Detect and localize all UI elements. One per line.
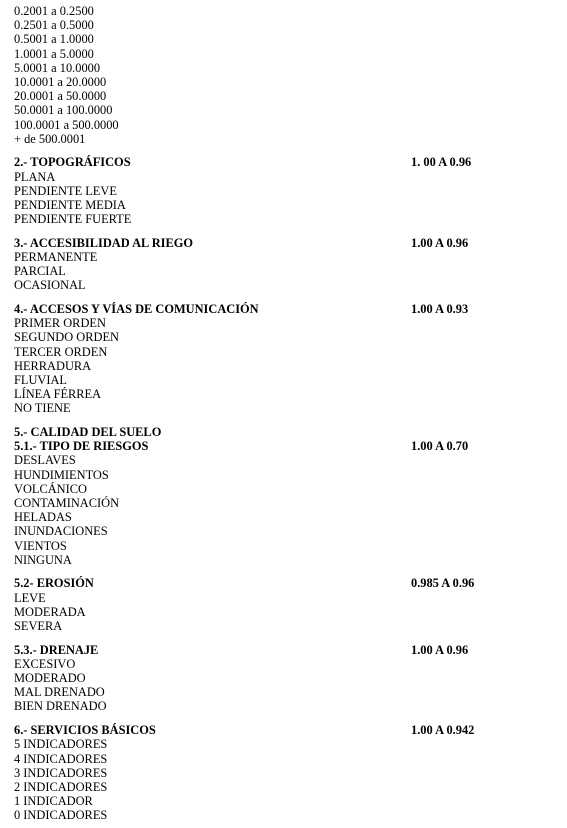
section-item: FLUVIAL bbox=[14, 373, 67, 387]
factor-range: 1.00 A 0.942 bbox=[411, 723, 475, 738]
section-item: PENDIENTE LEVE bbox=[14, 183, 117, 198]
area-range-item: 0.2001 a 0.2500 bbox=[14, 4, 94, 18]
factor-section bbox=[14, 723, 554, 822]
factor-section bbox=[14, 576, 554, 633]
section-heading bbox=[14, 155, 554, 169]
section-item: CONTAMINACIÓN bbox=[14, 496, 120, 510]
factor-range: 0.985 A 0.96 bbox=[411, 576, 475, 591]
section-heading bbox=[14, 302, 554, 316]
section-item: HELADAS bbox=[14, 510, 72, 525]
section-item: OCASIONAL bbox=[14, 278, 86, 293]
section-item: VIENTOS bbox=[14, 538, 67, 553]
section-heading bbox=[14, 236, 554, 250]
factor-section bbox=[14, 302, 554, 416]
section-item: 5 INDICADORES bbox=[14, 737, 108, 752]
subsection-title: 5.1.- TIPO DE RIESGOS bbox=[14, 439, 149, 454]
section-item: INUNDACIONES bbox=[14, 524, 108, 539]
section-item: PENDIENTE FUERTE bbox=[14, 212, 132, 227]
area-range-item: 50.0001 a 100.0000 bbox=[14, 103, 113, 118]
section-item: 1 INDICADOR bbox=[14, 794, 93, 809]
section-item: LÍNEA FÉRREA bbox=[14, 387, 102, 402]
section-item: LEVE bbox=[14, 590, 46, 605]
section-heading bbox=[14, 576, 554, 590]
section-item: PLANA bbox=[14, 169, 56, 184]
section-item: 2 INDICADORES bbox=[14, 779, 108, 794]
section-item: MODERADO bbox=[14, 671, 86, 686]
section-heading bbox=[14, 643, 554, 657]
factor-range: 1.00 A 0.70 bbox=[411, 439, 469, 454]
section-item: MAL DRENADO bbox=[14, 685, 105, 700]
area-range-item: 0.2501 a 0.5000 bbox=[14, 18, 94, 33]
section-item: SEGUNDO ORDEN bbox=[14, 330, 119, 345]
area-range-item: 100.0001 a 500.0000 bbox=[14, 117, 119, 132]
document-body bbox=[14, 4, 554, 822]
section-item: NO TIENE bbox=[14, 401, 71, 416]
factor-range: 1.00 A 0.96 bbox=[411, 235, 469, 250]
section-title: 5.3.- DRENAJE bbox=[14, 642, 99, 657]
area-range-list bbox=[14, 4, 554, 146]
section-title: 3.- ACCESIBILIDAD AL RIEGO bbox=[14, 235, 194, 250]
factor-section bbox=[14, 425, 554, 567]
section-item: PRIMER ORDEN bbox=[14, 316, 106, 331]
section-item: DESLAVES bbox=[14, 453, 76, 468]
section-title: 5.2- EROSIÓN bbox=[14, 576, 94, 591]
section-item: 0 INDICADORES bbox=[14, 808, 108, 823]
section-title: 6.- SERVICIOS BÁSICOS bbox=[14, 723, 156, 738]
area-range-item: 5.0001 a 10.0000 bbox=[14, 60, 101, 75]
section-item: MODERADA bbox=[14, 604, 86, 619]
section-title: 5.- CALIDAD DEL SUELO bbox=[14, 425, 162, 440]
section-title: 2.- TOPOGRÁFICOS bbox=[14, 155, 131, 170]
area-range-item: 20.0001 a 50.0000 bbox=[14, 89, 107, 104]
section-item: VOLCÁNICO bbox=[14, 481, 87, 496]
section-item: HERRADURA bbox=[14, 358, 92, 373]
section-heading bbox=[14, 425, 554, 439]
section-item: SEVERA bbox=[14, 619, 63, 633]
section-item: BIEN DRENADO bbox=[14, 699, 107, 714]
factor-section bbox=[14, 236, 554, 293]
subsection-heading bbox=[14, 439, 554, 453]
section-item: 4 INDICADORES bbox=[14, 751, 108, 766]
factor-section bbox=[14, 155, 554, 226]
factor-range: 1. 00 A 0.96 bbox=[411, 155, 472, 170]
factor-section bbox=[14, 643, 554, 714]
section-item: PERMANENTE bbox=[14, 250, 98, 264]
section-heading bbox=[14, 723, 554, 737]
section-title: 4.- ACCESOS Y VÍAS DE COMUNICACIÓN bbox=[14, 302, 259, 317]
section-item: TERCER ORDEN bbox=[14, 344, 108, 359]
section-item: PENDIENTE MEDIA bbox=[14, 197, 126, 212]
section-item: HUNDIMIENTOS bbox=[14, 467, 109, 482]
section-item: 3 INDICADORES bbox=[14, 765, 108, 780]
factor-range: 1.00 A 0.96 bbox=[411, 642, 469, 657]
area-range-item: 10.0001 a 20.0000 bbox=[14, 74, 107, 89]
area-range-item: 0.5001 a 1.0000 bbox=[14, 32, 94, 47]
section-item: EXCESIVO bbox=[14, 656, 76, 671]
area-range-item: 1.0001 a 5.0000 bbox=[14, 46, 94, 61]
section-item: NINGUNA bbox=[14, 552, 72, 567]
factor-range: 1.00 A 0.93 bbox=[411, 302, 469, 317]
section-item: PARCIAL bbox=[14, 264, 66, 279]
area-range-item: + de 500.0001 bbox=[14, 131, 86, 146]
factor-sections bbox=[14, 155, 554, 822]
